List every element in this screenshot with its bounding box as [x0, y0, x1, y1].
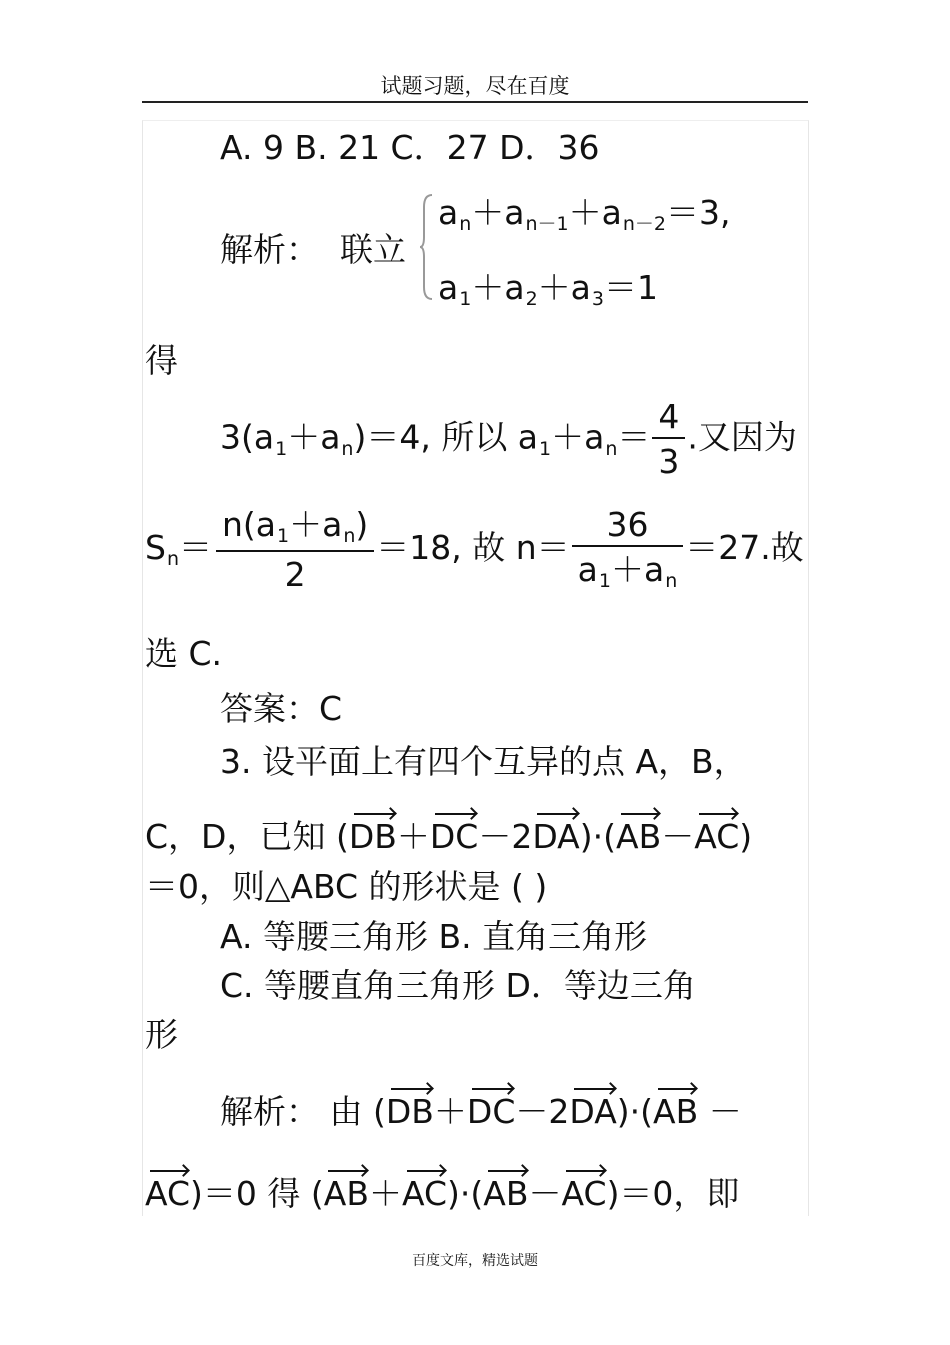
answer-line: 答案：C: [220, 689, 343, 728]
eq1-sub: n－1: [525, 213, 569, 235]
l4-sub: 1: [539, 437, 552, 460]
fraction-denominator: 3: [658, 442, 680, 481]
sol-text: )·(: [447, 1174, 484, 1213]
stem-text: )·(: [579, 817, 616, 856]
sol-text: －: [698, 1092, 742, 1131]
fraction-numerator: 36: [572, 508, 684, 547]
eq1-sub: n: [459, 213, 472, 235]
eq1-term: a: [438, 193, 459, 232]
sol-text: －2: [515, 1092, 570, 1131]
eq2-sub: 2: [525, 288, 538, 310]
equation-1: [438, 193, 731, 235]
analysis-label: [220, 230, 406, 269]
l4-text: 3(a: [220, 417, 275, 457]
sol-text: )＝0 得 (: [190, 1174, 324, 1213]
vector-da: DA: [569, 1092, 617, 1131]
eq1-term: ＋a: [471, 193, 525, 232]
eq1-sub: n－2: [622, 213, 667, 235]
den-sub: n: [665, 570, 678, 592]
vector-ac: AC: [561, 1174, 607, 1213]
l4-sub: n: [605, 437, 618, 460]
eq1-term: ＋a: [568, 193, 622, 232]
sol-text: ＋: [369, 1174, 402, 1213]
den-sub: 1: [598, 570, 611, 592]
eq2-rhs: ＝1: [603, 268, 658, 307]
vector-ab: AB: [323, 1174, 369, 1213]
num-sub: n: [343, 525, 356, 547]
stem-text: －: [661, 817, 695, 856]
analysis-word: 解析：: [220, 230, 319, 269]
num-text: n(a: [222, 505, 277, 544]
num-sub: 1: [277, 525, 290, 547]
vector-ab: AB: [616, 817, 662, 856]
eq2-sub: 3: [591, 288, 604, 310]
stem-text: －2: [478, 817, 533, 856]
page-footer: 百度文库，精选试题: [412, 1253, 538, 1269]
vector-ab: AB: [483, 1174, 529, 1213]
stem-text: ): [739, 817, 753, 856]
equation-2: [438, 268, 658, 310]
den-text: ＋a: [610, 550, 665, 589]
sol-text: )·(: [616, 1092, 654, 1131]
l4-sub: n: [341, 437, 354, 460]
de-word: 得: [145, 341, 178, 380]
fraction-sn: [216, 505, 374, 594]
q3-stem-3: ＝0，则△ABC 的形状是 ( ): [145, 867, 548, 906]
q3-options-tail: 形: [145, 1015, 178, 1054]
fraction-denominator: 2: [284, 555, 306, 594]
eq2-term: ＋a: [537, 268, 591, 307]
num-text: ): [355, 505, 369, 544]
page-header: 试题习题，尽在百度: [380, 74, 570, 98]
q3-options-ab: A. 等腰三角形 B. 直角三角形: [220, 917, 648, 956]
eq2-sub: 1: [459, 288, 472, 310]
sol-text: )＝0，即: [606, 1174, 740, 1213]
l4-text: ＝: [617, 417, 651, 457]
vector-ac: AC: [145, 1174, 191, 1213]
solution-line-4: [220, 397, 797, 481]
q3-stem-2: [145, 817, 753, 856]
vector-db: DB: [348, 817, 397, 856]
vector-dc: DC: [466, 1092, 516, 1131]
vector-db: DB: [385, 1092, 434, 1131]
header-rule: [142, 101, 808, 103]
sn-text: ＝18, 故 n＝: [376, 528, 570, 567]
fraction-numerator: [216, 505, 374, 552]
q3-stem-1: 3. 设平面上有四个互异的点 A，B，: [220, 742, 747, 781]
eq2-term: a: [438, 268, 459, 307]
vector-ac: AC: [694, 817, 740, 856]
joint-word: 联立: [339, 230, 406, 269]
vector-dc: DC: [429, 817, 479, 856]
solution-line-sn: [145, 505, 804, 594]
l4-text: )＝4, 所以 a: [353, 417, 539, 457]
fraction-denominator: [572, 547, 684, 591]
choose-c: 选 C.: [145, 634, 223, 673]
sol-text: －: [528, 1174, 562, 1213]
eq1-rhs: ＝3,: [666, 193, 731, 232]
sn-text: ＝: [179, 528, 212, 567]
q3-solution-2: [145, 1174, 740, 1213]
eq2-term: ＋a: [471, 268, 525, 307]
l4-text: ＋a: [287, 417, 341, 457]
sn-text: S: [145, 528, 166, 567]
sol-text: 解析： 由 (: [220, 1092, 386, 1131]
q3-options-cd: C. 等腰直角三角形 D．等边三角: [220, 966, 696, 1005]
num-text: ＋a: [289, 505, 343, 544]
fraction-36: [572, 505, 684, 592]
vector-ac: AC: [402, 1174, 448, 1213]
l4-sub: 1: [275, 437, 288, 460]
l4-text: .又因为: [687, 417, 797, 457]
l4-text: ＋a: [551, 417, 605, 457]
stem-text: C，D，已知 (: [145, 817, 349, 856]
q2-options: A. 9 B. 21 C．27 D．36: [220, 128, 600, 167]
fraction-4-3: [652, 397, 685, 481]
fraction-numerator: 4: [652, 400, 685, 439]
sol-text: ＋: [433, 1092, 467, 1131]
vector-da: DA: [532, 817, 580, 856]
sn-text: ＝27.故: [685, 528, 804, 567]
left-brace-icon: [420, 193, 434, 301]
sn-sub: n: [166, 548, 179, 570]
den-text: a: [577, 550, 598, 589]
q3-solution-1: [220, 1092, 742, 1131]
vector-ab: AB: [653, 1092, 699, 1131]
stem-text: ＋: [396, 817, 430, 856]
